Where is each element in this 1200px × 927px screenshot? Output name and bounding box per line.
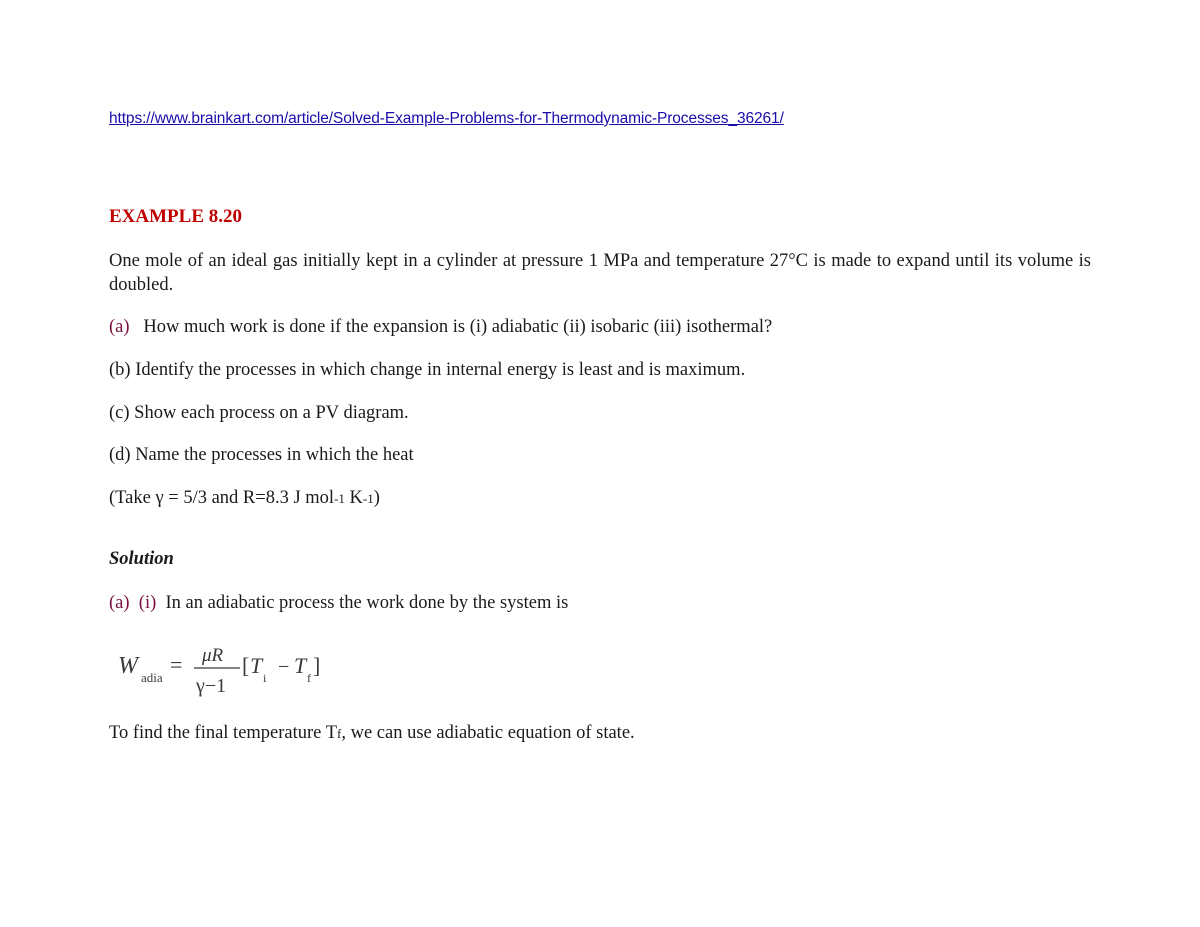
formula-minus: −: [278, 656, 290, 678]
formula-numerator: μR: [202, 645, 224, 666]
solution-part-a-text: In an adiabatic process the work done by the system is: [165, 593, 569, 613]
problem-statement: One mole of an ideal gas initially kept in a cylinder at pressure 1 MPa and temperature 27°C is made to expand until its volume is doubled.: [109, 251, 1091, 295]
given-values-suffix: ): [373, 488, 380, 508]
formula-lhs-sub: adia: [141, 670, 163, 685]
question-c: (c) Show each process on a PV diagram.: [109, 403, 409, 423]
source-url-link[interactable]: https://www.brainkart.com/article/Solved-Example-Problems-for-Thermodynamic-Processes_36261/: [109, 110, 784, 127]
question-d: (d) Name the processes in which the heat: [109, 445, 414, 465]
formula-tf: T: [294, 653, 307, 678]
given-values-exp2: -1: [362, 491, 374, 506]
adiabatic-work-formula: [116, 640, 336, 700]
question-a-text: How much work is done if the expansion is (i) adiabatic (ii) isobaric (iii) isothermal?: [143, 317, 773, 337]
example-heading: EXAMPLE 8.20: [109, 206, 242, 227]
given-values: [109, 486, 380, 511]
question-b: (b) Identify the processes in which change in internal energy is least and is maximum.: [109, 360, 746, 380]
final-statement: [109, 721, 635, 746]
formula-denominator: γ−1: [196, 675, 227, 697]
final-statement-before: To find the final temperature T: [109, 723, 337, 743]
solution-part-a-submarker: (i): [138, 593, 157, 613]
given-values-prefix: (Take γ = 5/3 and R=8.3 J mol: [109, 488, 335, 508]
given-values-exp1: -1: [334, 491, 345, 506]
formula-tf-sub: f: [307, 671, 311, 685]
formula-equals: =: [170, 652, 183, 677]
given-values-mid: K: [344, 488, 363, 508]
final-statement-sub: f: [337, 726, 342, 741]
formula-ti-sub: i: [263, 671, 267, 685]
final-statement-after: , we can use adiabatic equation of state.: [341, 723, 635, 743]
formula-bracket-open: [: [242, 653, 250, 678]
solution-part-a: [109, 591, 568, 615]
formula-bracket-close: ]: [313, 653, 321, 678]
formula-lhs: W: [118, 653, 138, 679]
solution-heading: Solution: [109, 549, 174, 569]
question-a: [109, 315, 772, 339]
formula-ti: T: [250, 653, 263, 678]
solution-part-a-marker: (a): [109, 593, 130, 613]
question-a-marker: (a): [109, 317, 130, 337]
